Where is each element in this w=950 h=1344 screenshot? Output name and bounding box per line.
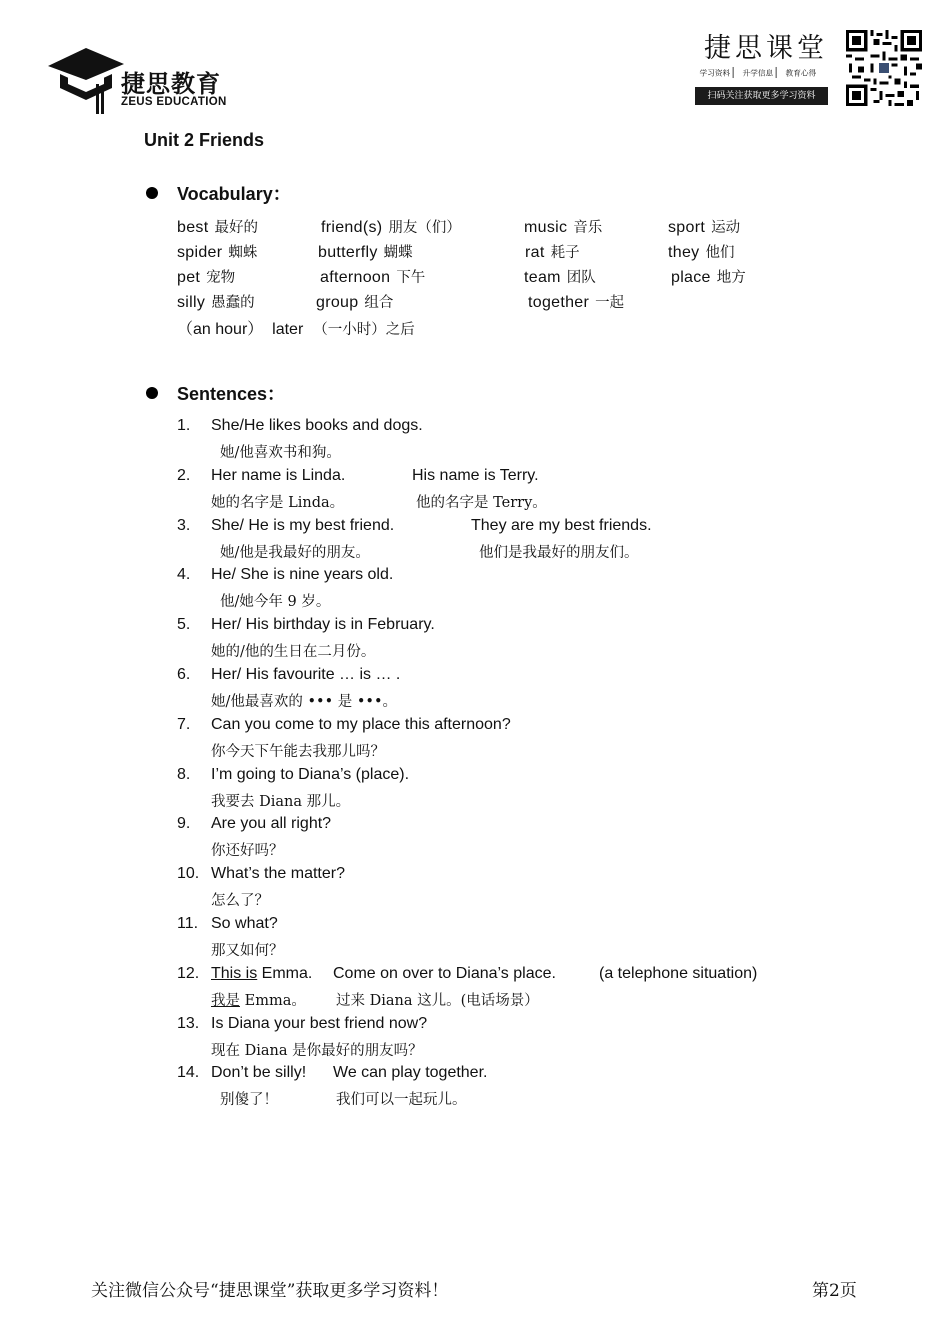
vocab-english: （an hour） later bbox=[177, 321, 304, 338]
sentence-chinese-part: Emma。 bbox=[240, 992, 306, 1009]
vocab-english: they bbox=[668, 244, 700, 261]
vocab-chinese: 耗子 bbox=[550, 245, 580, 261]
sentence-english: She/He likes books and dogs. bbox=[211, 417, 423, 434]
vocabulary-item bbox=[671, 266, 746, 287]
vocab-english: together bbox=[528, 294, 590, 311]
brand-tag: 学习资料 bbox=[697, 67, 734, 78]
vocab-english: pet bbox=[177, 269, 201, 286]
vocabulary-item bbox=[668, 216, 740, 237]
sentence-english: So what? bbox=[211, 914, 278, 932]
sentence-number: 7. bbox=[177, 715, 191, 733]
sentence-number: 5. bbox=[177, 616, 191, 634]
sentence-english-part: Don’t be silly! bbox=[211, 1064, 307, 1082]
vocabulary-item bbox=[528, 291, 624, 312]
sentence-english: What’s the matter? bbox=[211, 865, 345, 883]
vocabulary-item bbox=[316, 291, 393, 312]
vocab-chinese: 一起 bbox=[595, 295, 625, 311]
vocab-english: afternoon bbox=[320, 269, 391, 286]
sentence-item bbox=[177, 766, 877, 816]
sentence-english-part: His name is Terry. bbox=[412, 466, 539, 484]
vocab-chinese: 愚蠢的 bbox=[211, 295, 255, 311]
sentence-english-part: (a telephone situation) bbox=[599, 964, 758, 982]
vocab-chinese: 他们 bbox=[705, 245, 735, 261]
sentence-item bbox=[177, 417, 877, 467]
vocab-english: sport bbox=[668, 219, 706, 236]
sentences-heading-label: Sentences： bbox=[177, 384, 286, 404]
sentence-chinese-part: 她的名字是 Linda。 bbox=[211, 494, 345, 511]
sentence-english: I’m going to Diana’s (place). bbox=[211, 765, 410, 783]
vocabulary-heading bbox=[146, 180, 291, 206]
unit-title: Unit 2 Friends bbox=[144, 130, 265, 150]
sentence-english-part: They are my best friends. bbox=[471, 516, 652, 534]
vocabulary-item bbox=[321, 216, 461, 237]
sentence-english-part: Emma. bbox=[257, 964, 313, 982]
brand-tag: 教育心得 bbox=[785, 69, 817, 79]
sentence-chinese: 怎么了？ bbox=[211, 893, 269, 910]
vocab-chinese: 宠物 bbox=[206, 270, 236, 286]
vocabulary-item bbox=[668, 241, 734, 262]
sentence-item bbox=[177, 965, 877, 1015]
sentence-english: Her/ His favourite … is … . bbox=[211, 665, 401, 683]
vocab-chinese: （一小时）之后 bbox=[313, 322, 415, 338]
qr-code-icon bbox=[846, 30, 922, 106]
vocab-english: friend(s) bbox=[321, 219, 383, 236]
brand-tag: 升学信息 bbox=[740, 67, 777, 78]
sentence-chinese-part: 过来 Diana 这儿。(电话场景） bbox=[336, 992, 539, 1009]
vocabulary-item bbox=[177, 241, 257, 262]
sentence-number: 10. bbox=[177, 865, 200, 883]
sentence-item bbox=[177, 865, 877, 915]
sentence-number: 13. bbox=[177, 1014, 200, 1032]
sentence-number: 6. bbox=[177, 665, 191, 683]
sentence-chinese-part: 他的名字是 Terry。 bbox=[416, 494, 547, 511]
sentence-number: 14. bbox=[177, 1064, 200, 1082]
vocab-english: team bbox=[524, 269, 561, 286]
sentence-chinese: 她/他最喜欢的 ••• 是 •••。 bbox=[211, 693, 398, 710]
sentence-item bbox=[177, 467, 877, 517]
vocab-chinese: 蜘蛛 bbox=[228, 245, 258, 261]
sentence-number: 3. bbox=[177, 516, 191, 534]
sentence-chinese-part: 他们是我最好的朋友们。 bbox=[479, 544, 639, 561]
bullet-icon bbox=[146, 187, 158, 199]
sentence-english: Her/ His birthday is in February. bbox=[211, 616, 435, 634]
sentence-english: Can you come to my place this afternoon? bbox=[211, 715, 511, 733]
logo-chinese-name: 捷思教育 bbox=[121, 70, 221, 98]
sentence-item bbox=[177, 1015, 877, 1065]
vocab-english: group bbox=[316, 294, 359, 311]
sentence-number: 2. bbox=[177, 466, 191, 484]
vocab-chinese: 音乐 bbox=[573, 220, 603, 236]
page-number: 第2页 bbox=[812, 1281, 857, 1301]
sentence-chinese: 现在 Diana 是你最好的朋友吗？ bbox=[211, 1042, 423, 1059]
logo-english-name: ZEUS EDUCATION bbox=[121, 96, 227, 108]
sentence-english-part: Come on over to Diana’s place. bbox=[333, 964, 556, 982]
vocabulary-item bbox=[525, 241, 580, 262]
sentence-number: 9. bbox=[177, 815, 191, 833]
sentence-item bbox=[177, 666, 877, 716]
vocab-english: best bbox=[177, 219, 209, 236]
sentence-chinese: 你还好吗？ bbox=[211, 843, 284, 860]
sentence-english: Is Diana your best friend now? bbox=[211, 1014, 428, 1032]
vocab-chinese: 地方 bbox=[716, 270, 746, 286]
sentence-item bbox=[177, 1064, 877, 1114]
sentence-chinese: 她/他喜欢书和狗。 bbox=[220, 445, 341, 461]
sentence-english-part: She/ He is my best friend. bbox=[211, 516, 395, 534]
brand-block bbox=[692, 26, 832, 110]
vocab-english: place bbox=[671, 269, 711, 286]
vocabulary-item bbox=[318, 241, 413, 262]
sentences-heading bbox=[146, 380, 285, 406]
vocabulary-heading-label: Vocabulary： bbox=[177, 184, 291, 204]
sentence-item bbox=[177, 815, 877, 865]
vocab-chinese: 最好的 bbox=[214, 220, 258, 236]
vocabulary-item bbox=[177, 291, 255, 312]
vocab-chinese: 蝴蝶 bbox=[383, 245, 413, 261]
sentence-item bbox=[177, 616, 877, 666]
vocabulary-extra-item bbox=[177, 316, 415, 339]
sentence-chinese: 我要去 Diana 那儿。 bbox=[211, 793, 351, 810]
sentence-english: He/ She is nine years old. bbox=[211, 566, 394, 584]
sentence-item bbox=[177, 566, 877, 616]
vocabulary-item bbox=[524, 266, 596, 287]
footer-promo-text: 关注微信公众号“捷思课堂”获取更多学习资料！ bbox=[91, 1281, 449, 1301]
vocabulary-item bbox=[177, 216, 258, 237]
vocab-chinese: 团队 bbox=[566, 270, 596, 286]
sentence-english-part: Her name is Linda. bbox=[211, 466, 346, 484]
sentence-number: 12. bbox=[177, 964, 200, 982]
vocab-english: spider bbox=[177, 244, 223, 261]
brand-tags bbox=[697, 66, 829, 79]
vocab-chinese: 下午 bbox=[396, 270, 426, 286]
vocab-english: music bbox=[524, 219, 568, 236]
vocabulary-item bbox=[320, 266, 425, 287]
vocabulary-item bbox=[524, 216, 602, 237]
sentence-chinese: 她的/他的生日在二月份。 bbox=[211, 644, 376, 661]
sentence-number: 8. bbox=[177, 765, 191, 783]
vocab-english: butterfly bbox=[318, 244, 378, 261]
sentence-list bbox=[177, 417, 877, 1114]
vocab-chinese: 朋友（们） bbox=[388, 220, 461, 236]
vocab-english: rat bbox=[525, 244, 545, 261]
sentence-item bbox=[177, 716, 877, 766]
sentence-number: 11. bbox=[177, 914, 199, 932]
brand-banner: 扫码关注获取更多学习资料 bbox=[695, 87, 828, 105]
sentence-chinese-part: 别傻了！ bbox=[220, 1092, 278, 1109]
sentence-number: 1. bbox=[177, 417, 191, 434]
sentence-number: 4. bbox=[177, 566, 191, 584]
sentence-chinese: 那又如何？ bbox=[211, 942, 284, 959]
vocab-english: silly bbox=[177, 294, 206, 311]
bullet-icon bbox=[146, 387, 158, 399]
sentence-english-part: This is bbox=[211, 964, 258, 982]
sentence-item bbox=[177, 517, 877, 567]
sentence-chinese: 你今天下午能去我那儿吗？ bbox=[211, 743, 385, 760]
sentence-chinese-part: 她/他是我最好的朋友。 bbox=[220, 544, 370, 561]
sentence-item bbox=[177, 915, 877, 965]
brand-title: 捷思课堂 bbox=[704, 33, 828, 64]
sentence-chinese-part: 我们可以一起玩儿。 bbox=[336, 1092, 467, 1109]
vocab-chinese: 组合 bbox=[364, 295, 394, 311]
vocab-chinese: 运动 bbox=[711, 220, 741, 236]
sentence-english-part: We can play together. bbox=[333, 1064, 488, 1082]
vocabulary-item bbox=[177, 266, 235, 287]
sentence-english: Are you all right? bbox=[211, 815, 332, 833]
sentence-chinese-part: 我是 bbox=[211, 992, 240, 1009]
sentence-chinese: 他/她今年 9 岁。 bbox=[220, 594, 331, 611]
